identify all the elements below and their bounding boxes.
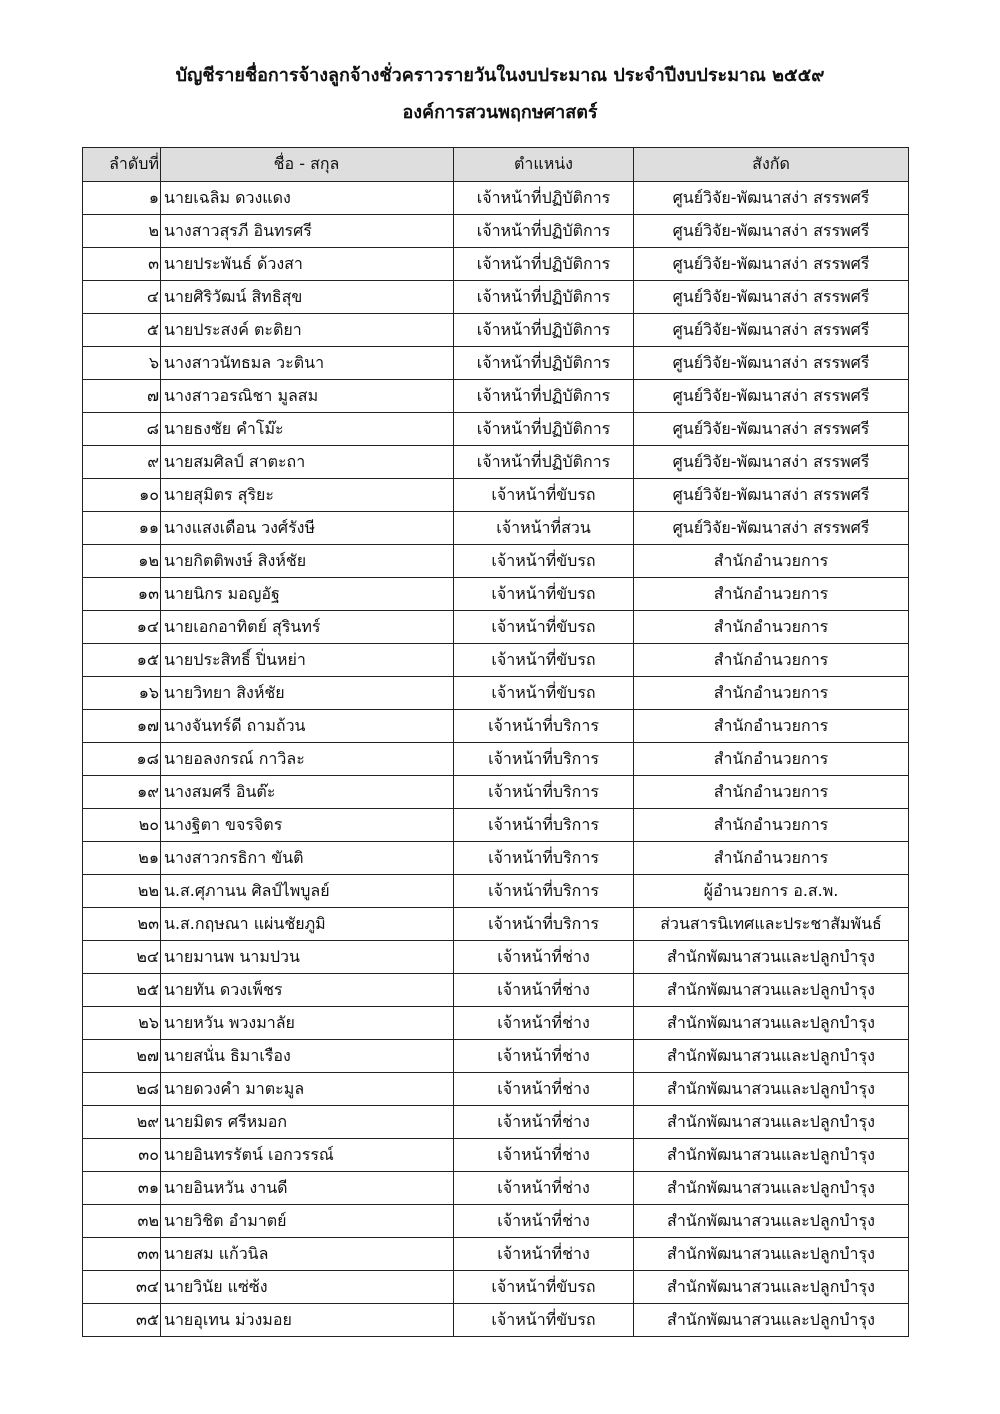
table-header-row	[83, 148, 909, 182]
row-position: เจ้าหน้าที่บริการ	[454, 908, 634, 941]
row-position: เจ้าหน้าที่ปฏิบัติการ	[454, 314, 634, 347]
row-number: ๒๒	[83, 875, 161, 908]
row-unit: สำนักอำนวยการ	[634, 710, 909, 743]
row-name: นายเฉลิม ดวงแดง	[161, 182, 454, 215]
row-number: ๒๑	[83, 842, 161, 875]
row-name: นายมิตร ศรีหมอก	[161, 1106, 454, 1139]
table-row	[83, 1238, 909, 1271]
row-name: นายศิริวัฒน์ สิทธิสุข	[161, 281, 454, 314]
row-position: เจ้าหน้าที่ช่าง	[454, 1238, 634, 1271]
row-number: ๓๑	[83, 1172, 161, 1205]
table-row	[83, 578, 909, 611]
table-row	[83, 1304, 909, 1337]
row-number: ๓๒	[83, 1205, 161, 1238]
header-position: ตำแหน่ง	[454, 148, 634, 182]
row-unit: สำนักพัฒนาสวนและปลูกบำรุง	[634, 1238, 909, 1271]
row-unit: ศูนย์วิจัย-พัฒนาสง่า สรรพศรี	[634, 281, 909, 314]
row-number: ๒๔	[83, 941, 161, 974]
row-name: นายวิชิต อำมาตย์	[161, 1205, 454, 1238]
row-number: ๒๕	[83, 974, 161, 1007]
row-unit: สำนักพัฒนาสวนและปลูกบำรุง	[634, 1139, 909, 1172]
row-position: เจ้าหน้าที่ขับรถ	[454, 611, 634, 644]
row-position: เจ้าหน้าที่ช่าง	[454, 941, 634, 974]
row-unit: ศูนย์วิจัย-พัฒนาสง่า สรรพศรี	[634, 182, 909, 215]
table-row	[83, 380, 909, 413]
row-number: ๗	[83, 380, 161, 413]
row-unit: สำนักอำนวยการ	[634, 842, 909, 875]
row-name: นายอินทรรัตน์ เอกวรรณ์	[161, 1139, 454, 1172]
row-unit: สำนักพัฒนาสวนและปลูกบำรุง	[634, 1106, 909, 1139]
row-position: เจ้าหน้าที่ขับรถ	[454, 545, 634, 578]
row-number: ๒๘	[83, 1073, 161, 1106]
table-row	[83, 1172, 909, 1205]
row-number: ๒๐	[83, 809, 161, 842]
employee-table	[82, 147, 909, 1337]
table-row	[83, 545, 909, 578]
row-unit: สำนักพัฒนาสวนและปลูกบำรุง	[634, 1304, 909, 1337]
row-unit: สำนักอำนวยการ	[634, 677, 909, 710]
row-unit: ส่วนสารนิเทศและประชาสัมพันธ์	[634, 908, 909, 941]
row-unit: สำนักพัฒนาสวนและปลูกบำรุง	[634, 1271, 909, 1304]
row-position: เจ้าหน้าที่ปฏิบัติการ	[454, 182, 634, 215]
row-unit: สำนักพัฒนาสวนและปลูกบำรุง	[634, 1007, 909, 1040]
table-row	[83, 248, 909, 281]
table-row	[83, 413, 909, 446]
header-no: ลำดับที่	[83, 148, 161, 182]
row-position: เจ้าหน้าที่ช่าง	[454, 1139, 634, 1172]
row-number: ๓๕	[83, 1304, 161, 1337]
row-position: เจ้าหน้าที่ปฏิบัติการ	[454, 446, 634, 479]
row-position: เจ้าหน้าที่ช่าง	[454, 1172, 634, 1205]
row-name: นายทัน ดวงเพ็ชร	[161, 974, 454, 1007]
document-title: บัญชีรายชื่อการจ้างลูกจ้างชั่วคราวรายวันในงบประมาณ ประจำปีงบประมาณ ๒๕๕๙	[175, 65, 825, 86]
row-number: ๔	[83, 281, 161, 314]
row-name: นางสมศรี อินต๊ะ	[161, 776, 454, 809]
row-number: ๑๓	[83, 578, 161, 611]
row-number: ๓	[83, 248, 161, 281]
row-unit: ศูนย์วิจัย-พัฒนาสง่า สรรพศรี	[634, 446, 909, 479]
row-name: นายสมศิลป์ สาตะถา	[161, 446, 454, 479]
row-unit: ศูนย์วิจัย-พัฒนาสง่า สรรพศรี	[634, 413, 909, 446]
row-name: นายอินหวัน งานดี	[161, 1172, 454, 1205]
row-position: เจ้าหน้าที่ช่าง	[454, 1073, 634, 1106]
row-position: เจ้าหน้าที่บริการ	[454, 875, 634, 908]
row-position: เจ้าหน้าที่ปฏิบัติการ	[454, 347, 634, 380]
row-name: นายเอกอาทิตย์ สุรินทร์	[161, 611, 454, 644]
row-unit: สำนักพัฒนาสวนและปลูกบำรุง	[634, 974, 909, 1007]
row-name: นางสาวอรณิชา มูลสม	[161, 380, 454, 413]
table-row	[83, 776, 909, 809]
row-unit: ศูนย์วิจัย-พัฒนาสง่า สรรพศรี	[634, 248, 909, 281]
row-unit: ศูนย์วิจัย-พัฒนาสง่า สรรพศรี	[634, 380, 909, 413]
row-number: ๕	[83, 314, 161, 347]
row-unit: สำนักอำนวยการ	[634, 611, 909, 644]
table-row	[83, 974, 909, 1007]
row-number: ๑๕	[83, 644, 161, 677]
row-number: ๑๔	[83, 611, 161, 644]
table-row	[83, 875, 909, 908]
row-name: นายวิทยา สิงห์ชัย	[161, 677, 454, 710]
row-position: เจ้าหน้าที่บริการ	[454, 776, 634, 809]
row-name: นางสาวกรธิกา ขันติ	[161, 842, 454, 875]
row-number: ๙	[83, 446, 161, 479]
row-position: เจ้าหน้าที่บริการ	[454, 842, 634, 875]
row-number: ๒๓	[83, 908, 161, 941]
row-number: ๑๗	[83, 710, 161, 743]
row-number: ๑๐	[83, 479, 161, 512]
row-position: เจ้าหน้าที่ปฏิบัติการ	[454, 281, 634, 314]
row-name: นายธงชัย คำโม๊ะ	[161, 413, 454, 446]
header-unit: สังกัด	[634, 148, 909, 182]
table-row	[83, 1139, 909, 1172]
table-row	[83, 941, 909, 974]
row-position: เจ้าหน้าที่ช่าง	[454, 1205, 634, 1238]
row-number: ๑๒	[83, 545, 161, 578]
row-position: เจ้าหน้าที่ขับรถ	[454, 479, 634, 512]
row-name: นางแสงเดือน วงศ์รังษี	[161, 512, 454, 545]
row-name: นางสาวนัทธมล วะตินา	[161, 347, 454, 380]
row-position: เจ้าหน้าที่ปฏิบัติการ	[454, 380, 634, 413]
row-unit: สำนักพัฒนาสวนและปลูกบำรุง	[634, 941, 909, 974]
row-name: น.ส.กฤษณา แผ่นชัยภูมิ	[161, 908, 454, 941]
row-name: นายประพันธ์ ด้วงสา	[161, 248, 454, 281]
table-row	[83, 512, 909, 545]
row-number: ๑๘	[83, 743, 161, 776]
row-number: ๒๙	[83, 1106, 161, 1139]
row-position: เจ้าหน้าที่ขับรถ	[454, 1304, 634, 1337]
row-position: เจ้าหน้าที่ช่าง	[454, 1040, 634, 1073]
table-row	[83, 182, 909, 215]
row-position: เจ้าหน้าที่ช่าง	[454, 1007, 634, 1040]
row-position: เจ้าหน้าที่ปฏิบัติการ	[454, 215, 634, 248]
header-name: ชื่อ - สกุล	[161, 148, 454, 182]
table-row	[83, 1205, 909, 1238]
row-unit: สำนักอำนวยการ	[634, 545, 909, 578]
row-position: เจ้าหน้าที่ขับรถ	[454, 578, 634, 611]
row-unit: สำนักพัฒนาสวนและปลูกบำรุง	[634, 1040, 909, 1073]
row-name: นายหวัน พวงมาลัย	[161, 1007, 454, 1040]
table-row	[83, 1106, 909, 1139]
table-row	[83, 314, 909, 347]
row-unit: ศูนย์วิจัย-พัฒนาสง่า สรรพศรี	[634, 314, 909, 347]
row-number: ๓๔	[83, 1271, 161, 1304]
row-name: นายประสงค์ ตะติยา	[161, 314, 454, 347]
row-name: นางฐิตา ขจรจิตร	[161, 809, 454, 842]
row-position: เจ้าหน้าที่บริการ	[454, 809, 634, 842]
row-number: ๑๑	[83, 512, 161, 545]
row-number: ๑	[83, 182, 161, 215]
row-number: ๓๐	[83, 1139, 161, 1172]
row-position: เจ้าหน้าที่ขับรถ	[454, 1271, 634, 1304]
table-row	[83, 446, 909, 479]
table-row	[83, 908, 909, 941]
table-row	[83, 1007, 909, 1040]
table-row	[83, 1073, 909, 1106]
table-row	[83, 347, 909, 380]
row-name: นายวินัย แซ่ซ้ง	[161, 1271, 454, 1304]
row-name: นายสม แก้วนิล	[161, 1238, 454, 1271]
table-row	[83, 644, 909, 677]
row-unit: ศูนย์วิจัย-พัฒนาสง่า สรรพศรี	[634, 215, 909, 248]
row-position: เจ้าหน้าที่ช่าง	[454, 1106, 634, 1139]
row-unit: สำนักอำนวยการ	[634, 809, 909, 842]
table-row	[83, 710, 909, 743]
row-position: เจ้าหน้าที่สวน	[454, 512, 634, 545]
table-row	[83, 1040, 909, 1073]
table-row	[83, 677, 909, 710]
row-name: นายสุมิตร สุริยะ	[161, 479, 454, 512]
organization-name: องค์การสวนพฤกษศาสตร์	[402, 102, 598, 123]
row-number: ๑๖	[83, 677, 161, 710]
row-name: นายประสิทธิ์ ปิ่นหย่า	[161, 644, 454, 677]
row-unit: ศูนย์วิจัย-พัฒนาสง่า สรรพศรี	[634, 512, 909, 545]
row-name: น.ส.ศุภานน ศิลป์ไพบูลย์	[161, 875, 454, 908]
row-position: เจ้าหน้าที่บริการ	[454, 710, 634, 743]
table-row	[83, 1271, 909, 1304]
row-name: นายสนั่น ธิมาเรือง	[161, 1040, 454, 1073]
row-position: เจ้าหน้าที่ขับรถ	[454, 677, 634, 710]
row-unit: ศูนย์วิจัย-พัฒนาสง่า สรรพศรี	[634, 479, 909, 512]
row-unit: สำนักอำนวยการ	[634, 776, 909, 809]
row-number: ๒๗	[83, 1040, 161, 1073]
row-number: ๘	[83, 413, 161, 446]
row-unit: สำนักอำนวยการ	[634, 743, 909, 776]
row-unit: ศูนย์วิจัย-พัฒนาสง่า สรรพศรี	[634, 347, 909, 380]
row-unit: ผู้อำนวยการ อ.ส.พ.	[634, 875, 909, 908]
row-unit: สำนักพัฒนาสวนและปลูกบำรุง	[634, 1172, 909, 1205]
table-row	[83, 281, 909, 314]
row-name: นายอุเทน ม่วงมอย	[161, 1304, 454, 1337]
row-unit: สำนักพัฒนาสวนและปลูกบำรุง	[634, 1073, 909, 1106]
row-position: เจ้าหน้าที่ช่าง	[454, 974, 634, 1007]
row-unit: สำนักพัฒนาสวนและปลูกบำรุง	[634, 1205, 909, 1238]
row-name: นายอลงกรณ์ กาวิละ	[161, 743, 454, 776]
table-row	[83, 215, 909, 248]
row-name: นายมานพ นามปวน	[161, 941, 454, 974]
row-position: เจ้าหน้าที่ปฏิบัติการ	[454, 413, 634, 446]
table-row	[83, 743, 909, 776]
row-name: นายกิตติพงษ์ สิงห์ชัย	[161, 545, 454, 578]
row-name: นายนิกร มอญอัฐ	[161, 578, 454, 611]
row-number: ๒๖	[83, 1007, 161, 1040]
row-unit: สำนักอำนวยการ	[634, 644, 909, 677]
row-number: ๒	[83, 215, 161, 248]
row-number: ๑๙	[83, 776, 161, 809]
row-unit: สำนักอำนวยการ	[634, 578, 909, 611]
row-position: เจ้าหน้าที่บริการ	[454, 743, 634, 776]
row-name: นายดวงคำ มาตะมูล	[161, 1073, 454, 1106]
row-position: เจ้าหน้าที่ปฏิบัติการ	[454, 248, 634, 281]
table-body	[83, 182, 909, 1337]
row-name: นางจันทร์ดี ถามถ้วน	[161, 710, 454, 743]
table-row	[83, 611, 909, 644]
table-row	[83, 809, 909, 842]
row-position: เจ้าหน้าที่ขับรถ	[454, 644, 634, 677]
row-number: ๓๓	[83, 1238, 161, 1271]
row-number: ๖	[83, 347, 161, 380]
table-row	[83, 479, 909, 512]
table-row	[83, 842, 909, 875]
row-name: นางสาวสุรภี อินทรศรี	[161, 215, 454, 248]
